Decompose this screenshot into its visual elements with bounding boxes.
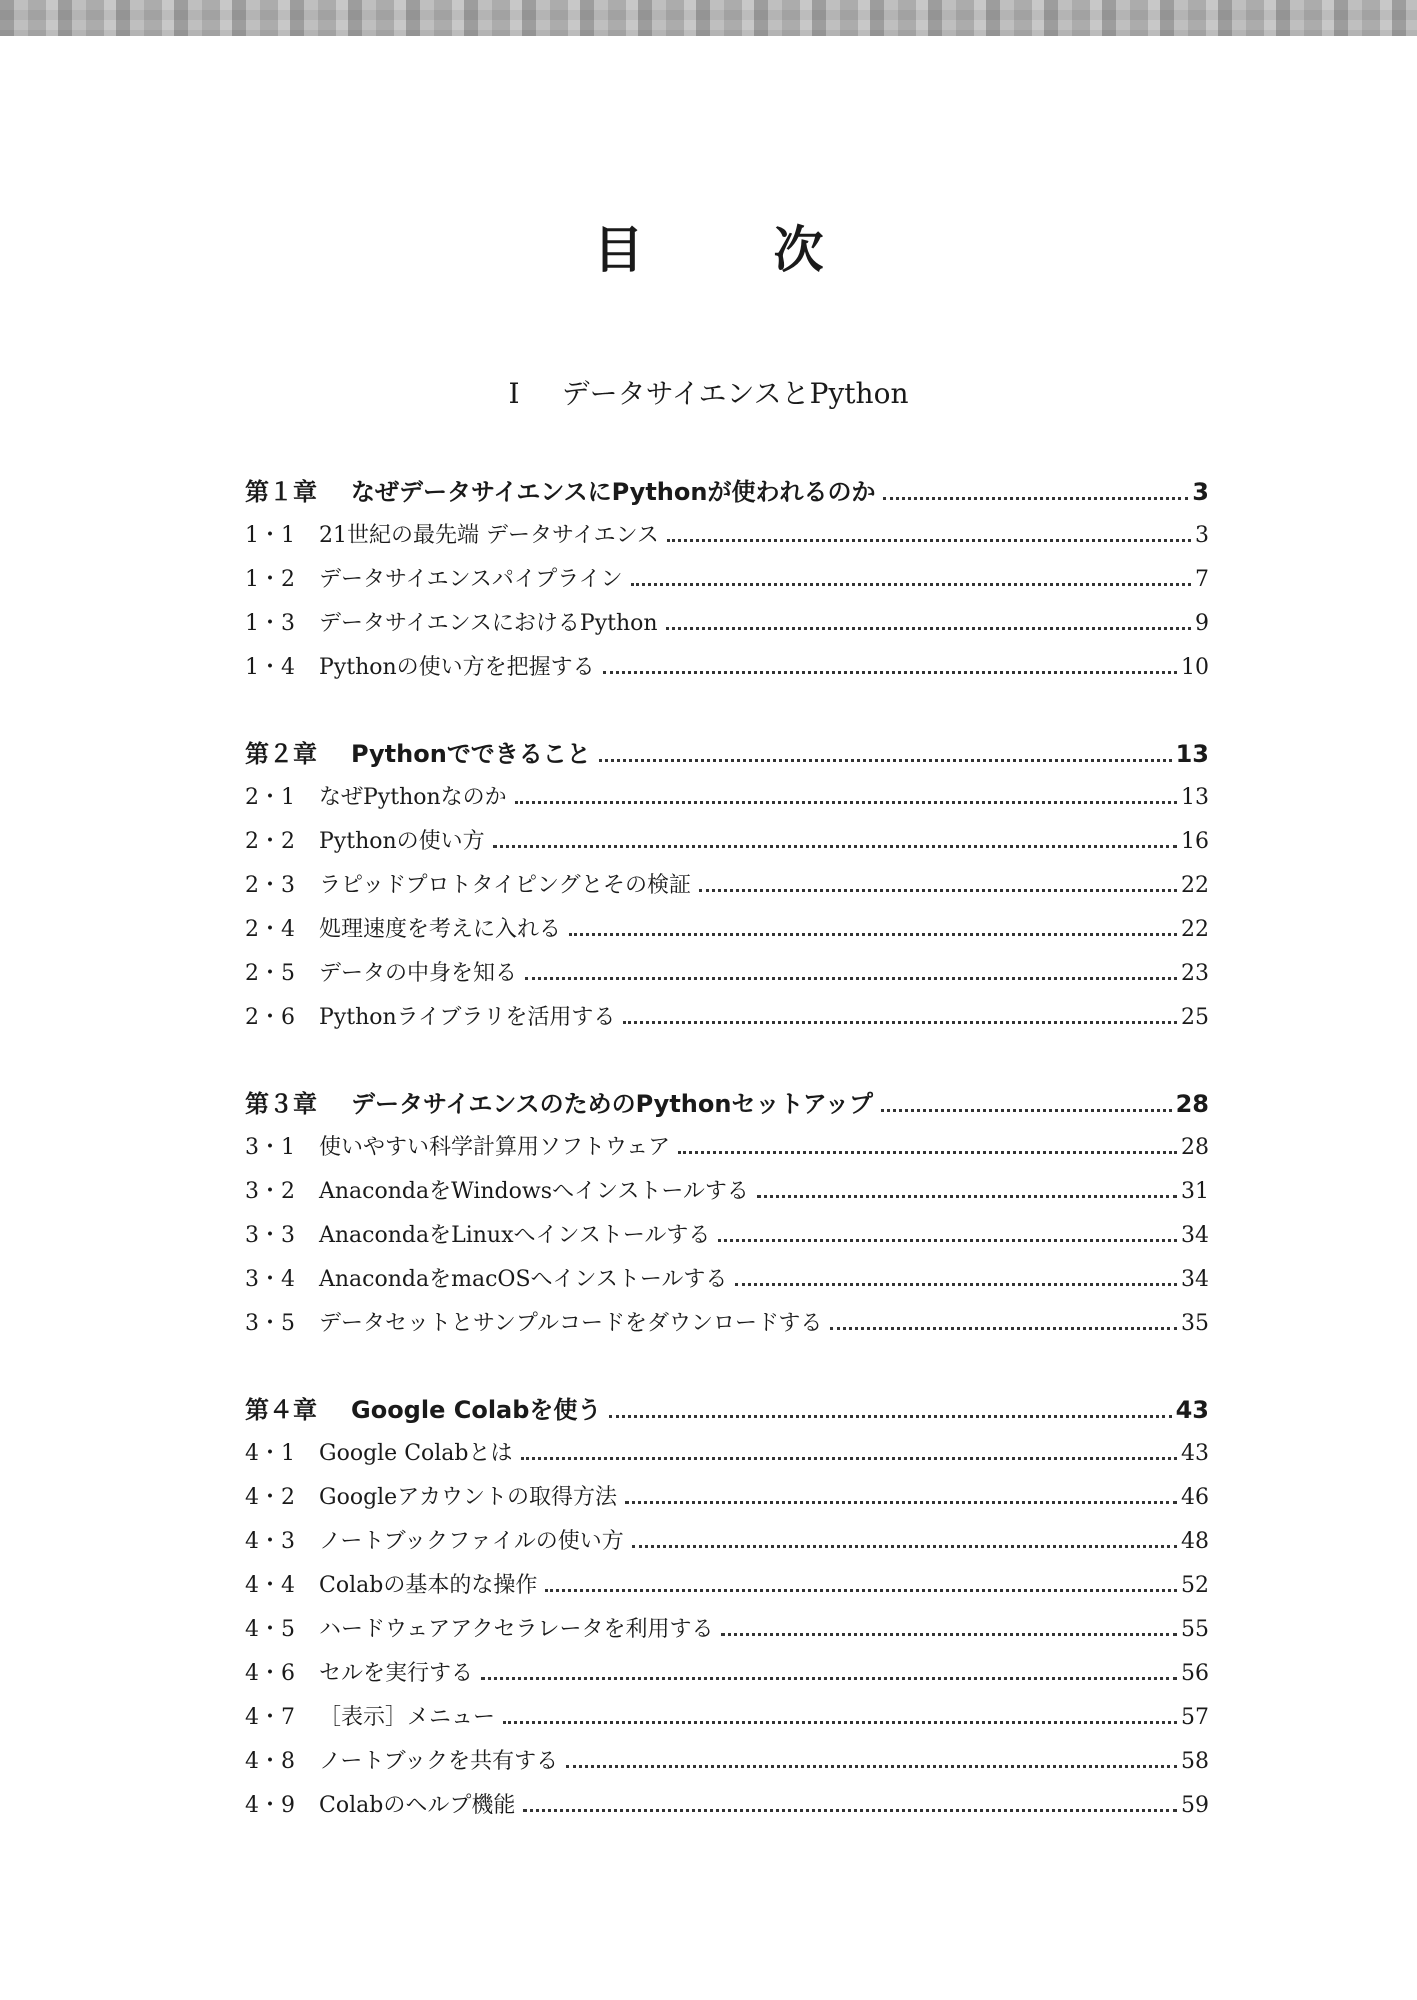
section-page-number: 22	[1181, 873, 1209, 898]
section-title: ノートブックを共有する	[319, 1749, 559, 1774]
chapter-block	[245, 470, 1209, 690]
section-page-number: 56	[1181, 1661, 1209, 1686]
section-page-number: 3	[1195, 523, 1209, 548]
chapter-page-number: 3	[1192, 478, 1209, 506]
dot-leader	[830, 1327, 1177, 1330]
section-title: Colabのヘルプ機能	[319, 1793, 516, 1818]
section-page-number: 46	[1181, 1485, 1209, 1510]
page-title: 目次	[593, 221, 954, 279]
chapter-block	[245, 1082, 1209, 1346]
section-number: 1・4	[245, 655, 295, 680]
table-of-contents	[245, 470, 1209, 1870]
section-number: 1・1	[245, 523, 295, 548]
section-number: 4・7	[245, 1705, 295, 1730]
part-number: Ⅰ	[508, 377, 520, 410]
dot-leader	[721, 1633, 1177, 1636]
dot-leader	[881, 1109, 1172, 1112]
section-title: なぜPythonなのか	[319, 785, 507, 810]
section-number: 2・4	[245, 917, 295, 942]
dot-leader	[545, 1589, 1177, 1592]
toc-section-entry[interactable]	[245, 952, 1209, 996]
toc-section-entry[interactable]	[245, 1520, 1209, 1564]
toc-section-entry[interactable]	[245, 1608, 1209, 1652]
toc-section-entry[interactable]	[245, 1302, 1209, 1346]
dot-leader	[699, 889, 1177, 892]
section-page-number: 7	[1195, 567, 1209, 592]
dot-leader	[603, 671, 1177, 674]
dot-leader	[735, 1283, 1177, 1286]
chapter-block	[245, 732, 1209, 1040]
toc-chapter-entry[interactable]	[245, 470, 1209, 514]
section-number: 4・4	[245, 1573, 295, 1598]
section-page-number: 31	[1181, 1179, 1209, 1204]
section-title: ノートブックファイルの使い方	[319, 1529, 624, 1554]
section-page-number: 25	[1181, 1005, 1209, 1030]
toc-section-entry[interactable]	[245, 908, 1209, 952]
toc-section-entry[interactable]	[245, 558, 1209, 602]
section-title: AnacondaをmacOSへインストールする	[319, 1267, 728, 1292]
dot-leader	[493, 845, 1177, 848]
dot-leader	[503, 1721, 1177, 1724]
section-page-number: 57	[1181, 1705, 1209, 1730]
dot-leader	[718, 1239, 1177, 1242]
section-number: 2・5	[245, 961, 295, 986]
section-page-number: 59	[1181, 1793, 1209, 1818]
part-heading	[0, 374, 1417, 414]
section-number: 4・6	[245, 1661, 295, 1686]
toc-section-entry[interactable]	[245, 996, 1209, 1040]
section-number: 2・6	[245, 1005, 295, 1030]
toc-section-entry[interactable]	[245, 646, 1209, 690]
toc-section-entry[interactable]	[245, 1214, 1209, 1258]
chapter-title: Google Colabを使う	[351, 1396, 602, 1424]
dot-leader	[569, 933, 1177, 936]
section-title: Pythonの使い方	[319, 829, 485, 854]
toc-section-entry[interactable]	[245, 1126, 1209, 1170]
section-number: 4・9	[245, 1793, 295, 1818]
section-number: 4・5	[245, 1617, 295, 1642]
section-number: 3・2	[245, 1179, 295, 1204]
dot-leader	[631, 583, 1191, 586]
section-page-number: 23	[1181, 961, 1209, 986]
toc-section-entry[interactable]	[245, 1476, 1209, 1520]
chapter-number: 第３章	[245, 1090, 317, 1118]
section-page-number: 43	[1181, 1441, 1209, 1466]
chapter-title: なぜデータサイエンスにPythonが使われるのか	[351, 478, 876, 506]
section-page-number: 34	[1181, 1223, 1209, 1248]
toc-section-entry[interactable]	[245, 602, 1209, 646]
dot-leader	[525, 977, 1177, 980]
chapter-page-number: 43	[1175, 1396, 1209, 1424]
section-page-number: 28	[1181, 1135, 1209, 1160]
dot-leader	[566, 1765, 1177, 1768]
toc-section-entry[interactable]	[245, 820, 1209, 864]
toc-section-entry[interactable]	[245, 1432, 1209, 1476]
section-title: セルを実行する	[319, 1661, 474, 1686]
section-page-number: 9	[1195, 611, 1209, 636]
section-page-number: 35	[1181, 1311, 1209, 1336]
section-page-number: 16	[1181, 829, 1209, 854]
section-title: データサイエンスにおけるPython	[319, 611, 658, 636]
section-title: Google Colabとは	[319, 1441, 513, 1466]
section-number: 3・4	[245, 1267, 295, 1292]
section-number: 4・1	[245, 1441, 295, 1466]
dot-leader	[515, 801, 1177, 804]
section-title: 使いやすい科学計算用ソフトウェア	[319, 1135, 671, 1160]
chapter-number: 第１章	[245, 478, 317, 506]
toc-section-entry[interactable]	[245, 1652, 1209, 1696]
section-title: AnacondaをWindowsへインストールする	[319, 1179, 749, 1204]
section-number: 4・8	[245, 1749, 295, 1774]
section-number: 1・2	[245, 567, 295, 592]
toc-section-entry[interactable]	[245, 1564, 1209, 1608]
dot-leader	[666, 627, 1191, 630]
section-title: データセットとサンプルコードをダウンロードする	[319, 1311, 823, 1336]
dot-leader	[609, 1415, 1171, 1418]
toc-chapter-entry[interactable]	[245, 1388, 1209, 1432]
section-number: 1・3	[245, 611, 295, 636]
section-page-number: 55	[1181, 1617, 1209, 1642]
dot-leader	[481, 1677, 1177, 1680]
dot-leader	[521, 1457, 1177, 1460]
section-number: 4・2	[245, 1485, 295, 1510]
dot-leader	[883, 497, 1188, 500]
section-page-number: 22	[1181, 917, 1209, 942]
chapter-number: 第２章	[245, 740, 317, 768]
section-number: 3・5	[245, 1311, 295, 1336]
dot-leader	[599, 759, 1172, 762]
section-title: データサイエンスパイプライン	[319, 567, 623, 592]
toc-chapter-entry[interactable]	[245, 1082, 1209, 1126]
dot-leader	[667, 539, 1191, 542]
section-title: Googleアカウントの取得方法	[319, 1485, 617, 1510]
toc-section-entry[interactable]	[245, 776, 1209, 820]
section-title: AnacondaをLinuxへインストールする	[319, 1223, 711, 1248]
dot-leader	[632, 1545, 1177, 1548]
section-page-number: 52	[1181, 1573, 1209, 1598]
section-title: ラピッドプロトタイピングとその検証	[319, 873, 692, 898]
section-number: 3・3	[245, 1223, 295, 1248]
section-title: 21世紀の最先端 データサイエンス	[319, 523, 659, 548]
section-page-number: 13	[1181, 785, 1209, 810]
toc-section-entry[interactable]	[245, 1740, 1209, 1784]
section-number: 3・1	[245, 1135, 295, 1160]
section-title: Pythonライブラリを活用する	[319, 1005, 616, 1030]
toc-section-entry[interactable]	[245, 514, 1209, 558]
section-title: Colabの基本的な操作	[319, 1573, 538, 1598]
chapter-title: Pythonでできること	[351, 740, 591, 768]
chapter-block	[245, 1388, 1209, 1828]
section-number: 2・1	[245, 785, 295, 810]
chapter-number: 第４章	[245, 1396, 317, 1424]
dot-leader	[625, 1501, 1177, 1504]
section-page-number: 58	[1181, 1749, 1209, 1774]
section-page-number: 48	[1181, 1529, 1209, 1554]
dot-leader	[523, 1809, 1177, 1812]
chapter-page-number: 13	[1175, 740, 1209, 768]
dot-leader	[757, 1195, 1177, 1198]
section-title: データの中身を知る	[319, 961, 518, 986]
toc-section-entry[interactable]	[245, 1696, 1209, 1740]
section-title: ハードウェアアクセラレータを利用する	[319, 1617, 714, 1642]
chapter-page-number: 28	[1175, 1090, 1209, 1118]
part-title: データサイエンスとPython	[561, 377, 909, 410]
section-number: 4・3	[245, 1529, 295, 1554]
toc-section-entry[interactable]	[245, 1258, 1209, 1302]
top-decorative-band	[0, 0, 1417, 40]
section-title: Pythonの使い方を把握する	[319, 655, 595, 680]
section-page-number: 34	[1181, 1267, 1209, 1292]
dot-leader	[678, 1151, 1177, 1154]
section-page-number: 10	[1181, 655, 1209, 680]
toc-section-entry[interactable]	[245, 864, 1209, 908]
toc-section-entry[interactable]	[245, 1784, 1209, 1828]
section-number: 2・3	[245, 873, 295, 898]
section-title: 処理速度を考えに入れる	[319, 917, 562, 942]
section-title: ［表示］メニュー	[319, 1705, 496, 1730]
section-number: 2・2	[245, 829, 295, 854]
toc-section-entry[interactable]	[245, 1170, 1209, 1214]
toc-chapter-entry[interactable]	[245, 732, 1209, 776]
dot-leader	[623, 1021, 1177, 1024]
chapter-title: データサイエンスのためのPythonセットアップ	[351, 1090, 874, 1118]
